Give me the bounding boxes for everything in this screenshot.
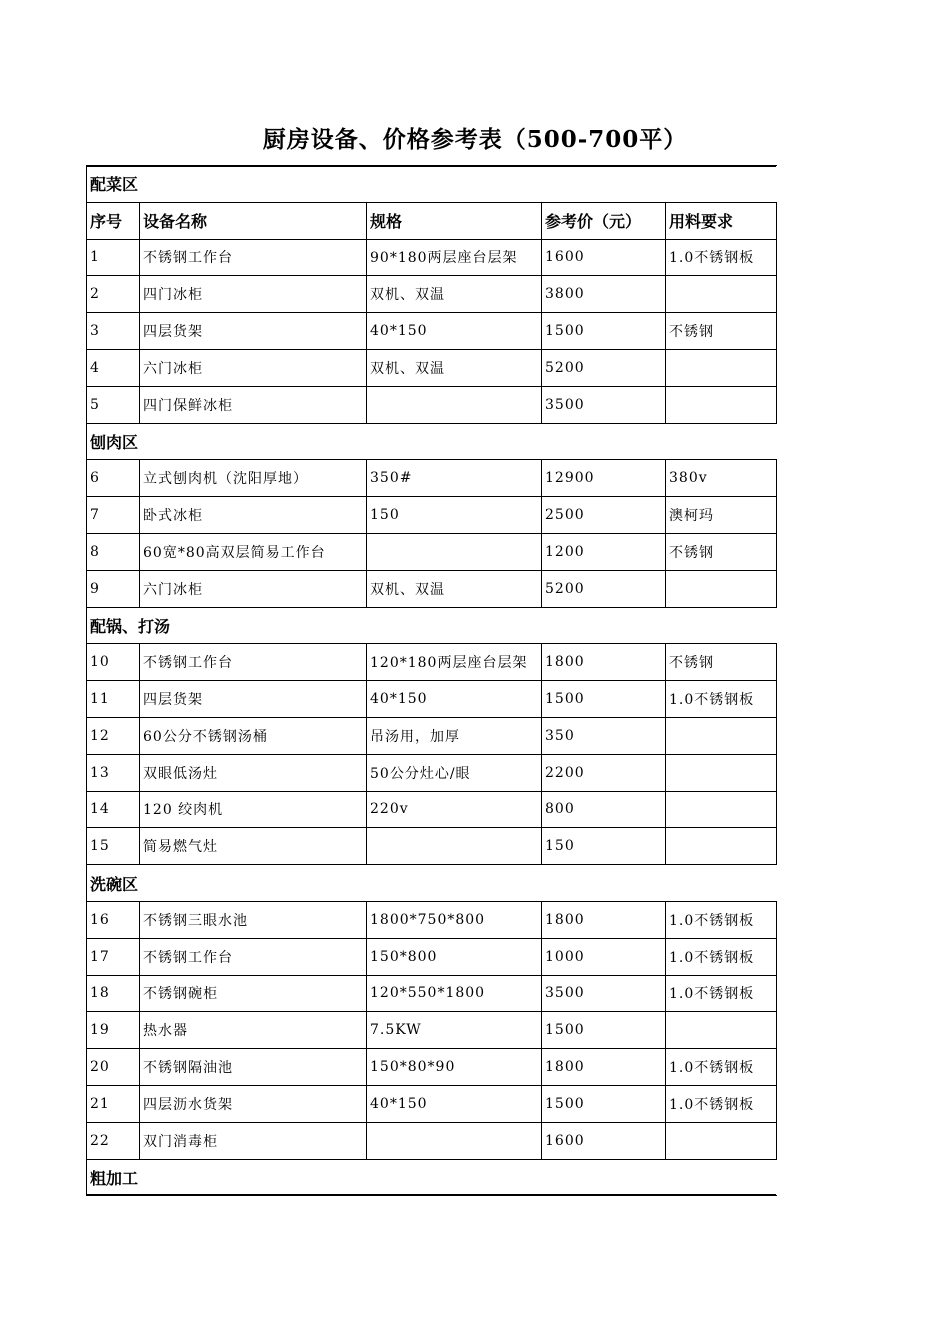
- table-row: [87, 313, 777, 350]
- cell-name: 不锈钢隔油池: [140, 1049, 367, 1086]
- cell-spec: 220v: [367, 791, 542, 828]
- table-row: [87, 239, 777, 276]
- cell-name: 不锈钢工作台: [140, 644, 367, 681]
- cell-price: 1800: [542, 1049, 666, 1086]
- cell-name: 不锈钢工作台: [140, 239, 367, 276]
- cell-material: 1.0不锈钢板: [666, 975, 777, 1012]
- cell-spec: [367, 386, 542, 423]
- cell-name: 四层沥水货架: [140, 1085, 367, 1122]
- table-row: [87, 828, 777, 865]
- cell-no: 7: [87, 497, 140, 534]
- cell-price: 2500: [542, 497, 666, 534]
- cell-material: [666, 570, 777, 607]
- cell-price: 1200: [542, 533, 666, 570]
- cell-spec: [367, 1122, 542, 1159]
- table-row: [87, 460, 777, 497]
- cell-spec: 350#: [367, 460, 542, 497]
- cell-no: 22: [87, 1122, 140, 1159]
- cell-price: 5200: [542, 570, 666, 607]
- table-row: [87, 276, 777, 313]
- cell-price: 1600: [542, 1122, 666, 1159]
- cell-spec: 150*800: [367, 938, 542, 975]
- table-row: [87, 570, 777, 607]
- cell-spec: 吊汤用，加厚: [367, 717, 542, 754]
- column-header-price: 参考价（元）: [542, 202, 666, 239]
- cell-no: 13: [87, 754, 140, 791]
- cell-material: [666, 717, 777, 754]
- cell-name: 卧式冰柜: [140, 497, 367, 534]
- table-row: [87, 1012, 777, 1049]
- cell-price: 12900: [542, 460, 666, 497]
- column-header-name: 设备名称: [140, 202, 367, 239]
- table-row: [87, 975, 777, 1012]
- cell-spec: 1800*750*800: [367, 901, 542, 938]
- cell-spec: 50公分灶心/眼: [367, 754, 542, 791]
- cell-no: 2: [87, 276, 140, 313]
- cell-name: 双门消毒柜: [140, 1122, 367, 1159]
- cell-name: 不锈钢三眼水池: [140, 901, 367, 938]
- table-row: [87, 644, 777, 681]
- table-row: [87, 386, 777, 423]
- cell-no: 16: [87, 901, 140, 938]
- cell-name: 60宽*80高双层简易工作台: [140, 533, 367, 570]
- section-row: [87, 865, 777, 902]
- cell-material: 澳柯玛: [666, 497, 777, 534]
- cell-no: 6: [87, 460, 140, 497]
- table-row: [87, 1049, 777, 1086]
- cell-no: 19: [87, 1012, 140, 1049]
- cell-name: 双眼低汤灶: [140, 754, 367, 791]
- cell-material: 1.0不锈钢板: [666, 1085, 777, 1122]
- table-row: [87, 791, 777, 828]
- cell-material: [666, 828, 777, 865]
- cell-no: 8: [87, 533, 140, 570]
- cell-material: [666, 349, 777, 386]
- cell-spec: 40*150: [367, 681, 542, 718]
- cell-no: 14: [87, 791, 140, 828]
- cell-name: 四层货架: [140, 313, 367, 350]
- section-row: [87, 166, 777, 203]
- section-title: 洗碗区: [87, 865, 777, 902]
- cell-material: 不锈钢: [666, 533, 777, 570]
- cell-name: 不锈钢碗柜: [140, 975, 367, 1012]
- section-row: [87, 423, 777, 460]
- section-row: [87, 607, 777, 644]
- table-row: [87, 681, 777, 718]
- cell-material: 1.0不锈钢板: [666, 901, 777, 938]
- cell-spec: 150*80*90: [367, 1049, 542, 1086]
- cell-spec: 40*150: [367, 313, 542, 350]
- cell-material: [666, 754, 777, 791]
- cell-material: 1.0不锈钢板: [666, 239, 777, 276]
- cell-price: 1800: [542, 644, 666, 681]
- cell-price: 2200: [542, 754, 666, 791]
- section-title: 粗加工: [87, 1159, 777, 1196]
- cell-price: 3500: [542, 975, 666, 1012]
- section-title: 配菜区: [87, 166, 777, 203]
- section-row: [87, 1159, 777, 1196]
- cell-material: 1.0不锈钢板: [666, 938, 777, 975]
- cell-spec: 双机、双温: [367, 276, 542, 313]
- cell-spec: 40*150: [367, 1085, 542, 1122]
- table-row: [87, 497, 777, 534]
- cell-name: 四门冰柜: [140, 276, 367, 313]
- cell-material: [666, 386, 777, 423]
- column-header-spec: 规格: [367, 202, 542, 239]
- cell-spec: 90*180两层座台层架: [367, 239, 542, 276]
- cell-no: 11: [87, 681, 140, 718]
- cell-name: 立式刨肉机（沈阳厚地）: [140, 460, 367, 497]
- cell-price: 1600: [542, 239, 666, 276]
- cell-material: 不锈钢: [666, 644, 777, 681]
- table-row: [87, 901, 777, 938]
- cell-no: 18: [87, 975, 140, 1012]
- cell-price: 1500: [542, 681, 666, 718]
- table-bottom-border: [86, 1194, 776, 1196]
- column-header-material: 用料要求: [666, 202, 777, 239]
- cell-name: 60公分不锈钢汤桶: [140, 717, 367, 754]
- cell-no: 3: [87, 313, 140, 350]
- table-row: [87, 533, 777, 570]
- cell-price: 1500: [542, 1012, 666, 1049]
- cell-name: 六门冰柜: [140, 349, 367, 386]
- cell-no: 1: [87, 239, 140, 276]
- table-row: [87, 349, 777, 386]
- cell-price: 1500: [542, 1085, 666, 1122]
- cell-spec: 双机、双温: [367, 349, 542, 386]
- cell-price: 5200: [542, 349, 666, 386]
- cell-no: 12: [87, 717, 140, 754]
- column-header-row: [87, 202, 777, 239]
- cell-price: 350: [542, 717, 666, 754]
- page-title: 厨房设备、价格参考表（500-700平）: [262, 126, 688, 153]
- table-row: [87, 1122, 777, 1159]
- cell-no: 20: [87, 1049, 140, 1086]
- cell-no: 21: [87, 1085, 140, 1122]
- cell-no: 15: [87, 828, 140, 865]
- cell-material: 1.0不锈钢板: [666, 1049, 777, 1086]
- cell-name: 不锈钢工作台: [140, 938, 367, 975]
- cell-material: [666, 791, 777, 828]
- cell-name: 简易燃气灶: [140, 828, 367, 865]
- table-row: [87, 1085, 777, 1122]
- cell-name: 120 绞肉机: [140, 791, 367, 828]
- cell-spec: 120*180两层座台层架: [367, 644, 542, 681]
- cell-name: 四门保鲜冰柜: [140, 386, 367, 423]
- section-title: 配锅、打汤: [87, 607, 777, 644]
- cell-spec: [367, 533, 542, 570]
- table-row: [87, 717, 777, 754]
- section-title: 刨肉区: [87, 423, 777, 460]
- cell-name: 四层货架: [140, 681, 367, 718]
- cell-spec: 120*550*1800: [367, 975, 542, 1012]
- cell-material: 不锈钢: [666, 313, 777, 350]
- table-row: [87, 938, 777, 975]
- column-header-no: 序号: [87, 202, 140, 239]
- cell-no: 17: [87, 938, 140, 975]
- cell-material: [666, 1122, 777, 1159]
- cell-spec: 双机、双温: [367, 570, 542, 607]
- equipment-price-table: [86, 165, 777, 1196]
- cell-spec: 150: [367, 497, 542, 534]
- cell-material: [666, 1012, 777, 1049]
- cell-no: 9: [87, 570, 140, 607]
- cell-no: 5: [87, 386, 140, 423]
- table-row: [87, 754, 777, 791]
- cell-material: 380v: [666, 460, 777, 497]
- cell-name: 六门冰柜: [140, 570, 367, 607]
- cell-material: [666, 276, 777, 313]
- cell-spec: 7.5KW: [367, 1012, 542, 1049]
- cell-price: 150: [542, 828, 666, 865]
- cell-name: 热水器: [140, 1012, 367, 1049]
- cell-spec: [367, 828, 542, 865]
- cell-material: 1.0不锈钢板: [666, 681, 777, 718]
- cell-price: 800: [542, 791, 666, 828]
- cell-price: 1800: [542, 901, 666, 938]
- cell-price: 3500: [542, 386, 666, 423]
- cell-price: 1500: [542, 313, 666, 350]
- cell-no: 4: [87, 349, 140, 386]
- cell-no: 10: [87, 644, 140, 681]
- cell-price: 1000: [542, 938, 666, 975]
- cell-price: 3800: [542, 276, 666, 313]
